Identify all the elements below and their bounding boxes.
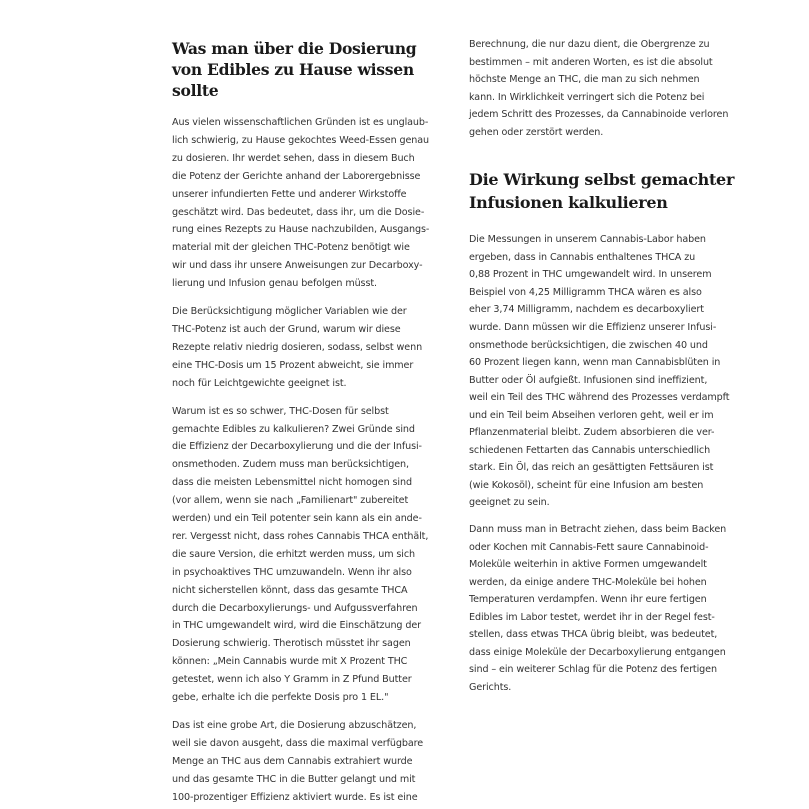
text-line: getestet, wenn ich also Y Gramm in Z Pfund Butter: [172, 674, 412, 686]
body-paragraph: [172, 303, 440, 393]
text-line: durch die Decarboxylierungs- und Aufgussverfahren: [172, 602, 418, 614]
text-line: wurde. Dann müssen wir die Effizienz unserer Infusi-: [469, 322, 717, 334]
text-line: geeignet zu sein.: [469, 497, 550, 509]
text-line: eher 3,74 Milligramm, nachdem es decarboxyliert: [469, 304, 704, 316]
text-line: Pflanzenmaterial bleibt. Zudem absorbieren die ver-: [469, 427, 715, 439]
heading-line: Infusionen kalkulieren: [469, 193, 668, 213]
text-line: Rezepte relativ niedrig dosieren, sodass, selbst wenn: [172, 341, 423, 353]
text-line: die Potenz der Gerichte anhand der Laborergebnisse: [172, 170, 421, 182]
text-line: ergeben, dass in Cannabis enthaltenes THCA zu: [469, 251, 696, 263]
text-line: oder Kochen mit Cannabis-Fett saure Cannabinoid-: [469, 541, 709, 553]
text-line: Die Berücksichtigung möglicher Variablen wie der: [172, 306, 407, 318]
text-line: werden, da einige andere THC-Moleküle bei hohen: [469, 576, 707, 588]
heading-line: sollte: [172, 81, 219, 100]
text-line: Edibles im Labor testet, werdet ihr in der Regel fest-: [469, 611, 715, 623]
text-line: wir und dass ihr unsere Anweisungen zur Decarboxy-: [172, 260, 423, 272]
text-line: und das gesamte THC in die Butter gelangt und mit: [172, 773, 416, 785]
text-line: gehen oder zerstört werden.: [469, 126, 604, 138]
text-line: können: „Mein Cannabis wurde mit X Prozent THC: [172, 656, 408, 668]
body-paragraph: [172, 403, 440, 707]
left-paragraphs: [172, 114, 440, 807]
text-line: onsmethode berücksichtigen, die zwischen 40 und: [469, 339, 708, 351]
continuation-paragraph: [469, 36, 739, 141]
text-line: Die Messungen in unserem Cannabis-Labor haben: [469, 234, 706, 246]
text-line: und ein Teil beim Abseihen verloren geht, weil er im: [469, 409, 714, 421]
body-paragraph: [172, 114, 440, 293]
text-line: kann. In Wirklichkeit verringert sich die Potenz bei: [469, 91, 705, 103]
text-line: stark. Ein Öl, das reich an gesättigten Fettsäuren ist: [469, 462, 714, 474]
text-line: unserer infundierten Fette und anderer Wirkstoffe: [172, 188, 407, 200]
text-line: eine THC-Dosis um 15 Prozent abweicht, sie immer: [172, 359, 414, 371]
text-line: Gerichts.: [469, 681, 512, 693]
text-line: Warum ist es so schwer, THC-Dosen für selbst: [172, 405, 389, 417]
body-paragraph: [469, 521, 739, 696]
text-line: dass einige Moleküle der Decarboxylierung entgangen: [469, 646, 726, 658]
text-line: schiedenen Fettarten das Cannabis unterschiedlich: [469, 444, 711, 456]
text-line: sind – ein weiterer Schlag für die Potenz des fertigen: [469, 664, 717, 676]
text-line: Dann muss man in Betracht ziehen, dass beim Backen: [469, 524, 727, 536]
section-heading-wirkung: [469, 168, 739, 214]
text-line: onsmethoden. Zudem muss man berücksichtigen,: [172, 459, 409, 471]
text-line: bestimmen – mit anderen Worten, es ist die absolut: [469, 56, 713, 68]
heading-line: von Edibles zu Hause wissen: [172, 60, 414, 79]
text-line: material mit der gleichen THC-Potenz benötigt wie: [172, 242, 410, 254]
text-line: rung eines Rezepts zu Hause nachzubilden, Ausgangs-: [172, 224, 430, 236]
text-line: die Effizienz der Decarboxylierung und die der Infusi-: [172, 441, 422, 453]
right-paragraphs: [469, 231, 739, 696]
text-line: Moleküle weiterhin in aktive Formen umgewandelt: [469, 559, 707, 571]
text-line: die saure Version, die erhitzt werden muss, um sich: [172, 548, 416, 560]
text-line: Menge an THC aus dem Cannabis extrahiert wurde: [172, 755, 413, 767]
text-line: in THC umgewandelt wird, wird die Einschätzung der: [172, 620, 421, 632]
text-line: zu dosieren. Ihr werdet sehen, dass in diesem Buch: [172, 152, 415, 164]
text-line: stellen, dass etwas THCA übrig bleibt, was bedeutet,: [469, 629, 718, 641]
text-line: höchste Menge an THC, die man zu sich nehmen: [469, 74, 700, 86]
text-line: weil sie davon ausgeht, dass die maximal verfügbare: [172, 737, 424, 749]
body-paragraph: [172, 717, 440, 807]
text-line: gemachte Edibles zu kalkulieren? Zwei Gründe sind: [172, 423, 415, 435]
text-line: werden) und ein Teil potenter sein kann als ein ande-: [172, 513, 422, 525]
text-line: gebe, erhalte ich die perfekte Dosis pro 1 EL.": [172, 692, 389, 704]
right-column: [469, 36, 739, 706]
section-heading-dosierung: [172, 38, 440, 101]
heading-line: Was man über die Dosierung: [172, 39, 417, 58]
text-line: weil ein Teil des THC während des Prozesses verdampft: [469, 392, 730, 404]
body-paragraph: [469, 231, 739, 512]
text-line: rer. Vergesst nicht, dass rohes Cannabis THCA enthält,: [172, 530, 429, 542]
text-line: geschätzt wird. Das bedeutet, dass ihr, um die Dosie-: [172, 206, 425, 218]
text-line: (vor allem, wenn sie nach „Familienart" zubereitet: [172, 495, 409, 507]
text-line: 60 Prozent liegen kann, wenn man Cannabisblüten in: [469, 357, 721, 369]
text-line: lich schwierig, zu Hause gekochtes Weed-Essen genau: [172, 134, 430, 146]
text-line: noch für Leichtgewichte geeignet ist.: [172, 377, 347, 389]
text-line: lierung und Infusion genau befolgen müsst.: [172, 278, 377, 290]
text-line: Aus vielen wissenschaftlichen Gründen ist es unglaub-: [172, 117, 429, 128]
text-line: jedem Schritt des Prozesses, da Cannabinoide verloren: [469, 109, 729, 121]
text-line: THC-Potenz ist auch der Grund, warum wir diese: [172, 323, 401, 335]
text-line: (wie Kokosöl), scheint für eine Infusion am besten: [469, 479, 704, 491]
text-line: Butter oder Öl aufgießt. Infusionen sind ineffizient,: [469, 374, 708, 386]
text-line: Beispiel von 4,25 Milligramm THCA wären es also: [469, 286, 702, 298]
text-line: Dosierung schwierig. Therotisch müsstet ihr sagen: [172, 638, 411, 650]
text-line: dass die meisten Lebensmittel nicht homogen sind: [172, 477, 412, 489]
text-line: Berechnung, die nur dazu dient, die Obergrenze zu: [469, 39, 710, 50]
text-line: nicht sicherstellen könnt, dass das gesamte THCA: [172, 584, 408, 596]
text-line: in psychoaktives THC umzuwandeln. Wenn ihr also: [172, 566, 412, 578]
text-line: 100-prozentiger Effizienz aktiviert wurde. Es ist eine: [172, 791, 418, 803]
text-line: Das ist eine grobe Art, die Dosierung abzuschätzen,: [172, 720, 417, 731]
left-column: [172, 38, 440, 809]
text-line: 0,88 Prozent in THC umgewandelt wird. In unserem: [469, 269, 712, 281]
text-line: Temperaturen verdampfen. Wenn ihr eure fertigen: [469, 594, 707, 606]
heading-line: Die Wirkung selbst gemachter: [469, 170, 735, 190]
